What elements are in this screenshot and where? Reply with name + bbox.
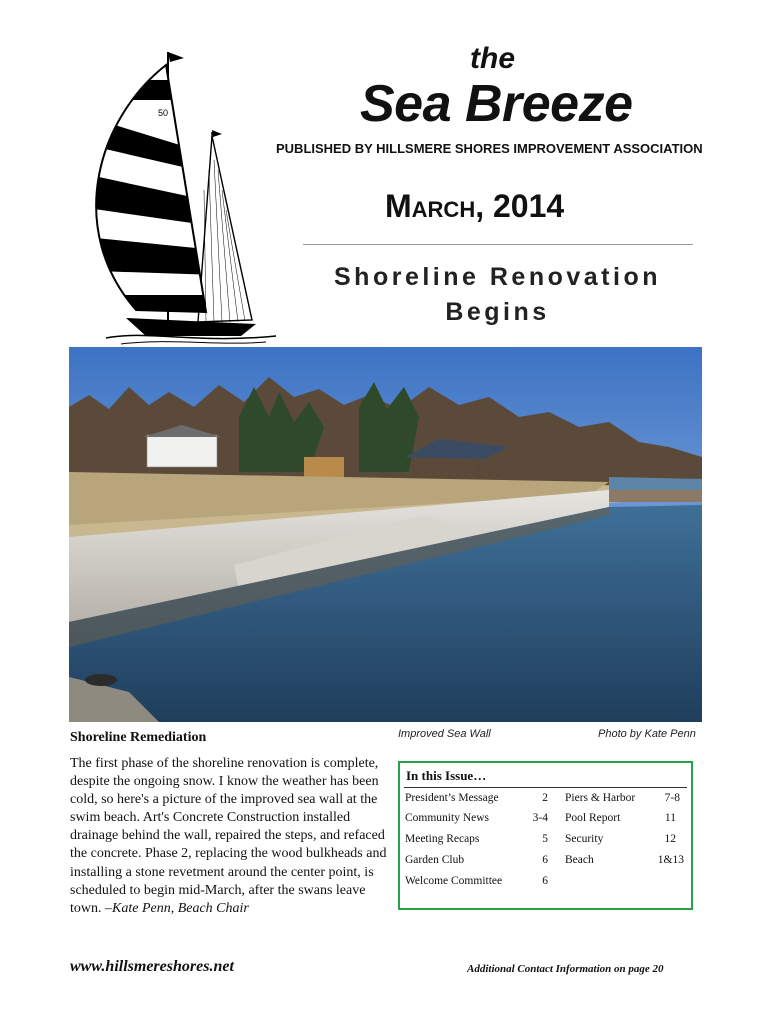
- website-link[interactable]: www.hillsmereshores.net: [70, 958, 234, 975]
- toc-item[interactable]: President’s Message: [405, 792, 499, 804]
- article-body: [70, 755, 388, 918]
- toc-item[interactable]: Pool Report: [565, 812, 621, 824]
- toc-divider: [404, 787, 687, 788]
- toc-page: 2: [542, 792, 548, 804]
- toc-page: 6: [542, 875, 548, 887]
- newsletter-title: Sea Breeze: [360, 75, 633, 133]
- photo-credit: Photo by Kate Penn: [598, 728, 696, 740]
- headline-line-1: Shoreline Renovation: [334, 263, 661, 291]
- toc-page: 6: [542, 854, 548, 866]
- masthead-the: the: [470, 42, 515, 75]
- toc-item[interactable]: Welcome Committee: [405, 875, 503, 887]
- article-signature: –Kate Penn, Beach Chair: [105, 900, 249, 916]
- toc-page: 3-4: [532, 812, 548, 824]
- toc-item[interactable]: Community News: [405, 812, 490, 824]
- toc-item[interactable]: Security: [565, 833, 604, 845]
- headline: [300, 260, 695, 330]
- toc-item[interactable]: Beach: [565, 854, 594, 866]
- in-this-issue-box: [398, 761, 693, 910]
- toc-item[interactable]: Meeting Recaps: [405, 833, 480, 845]
- sea-wall-photo: [69, 347, 702, 722]
- article-text: The first phase of the shoreline renovation is complete, despite the ongoing snow. I know the weather has been cold, so here's a picture of the improved sea wall at the swim beach. Art's Concrete Construction installed drainage behind the wall, repaired the steps, and refaced the concrete. Phase 2, replacing the wood bulkheads and installing a stone revetment around the center point, is scheduled to begin mid-March, after the swans leave town.: [70, 756, 387, 916]
- toc-item[interactable]: Piers & Harbor: [565, 792, 636, 804]
- issue-date: March, 2014: [385, 188, 565, 224]
- contact-note: Additional Contact Information on page 20: [467, 963, 664, 975]
- sailboat-logo: [66, 40, 281, 345]
- photo-caption: Improved Sea Wall: [398, 728, 491, 740]
- toc-page: 12: [664, 833, 676, 845]
- headline-line-2: Begins: [445, 298, 550, 326]
- toc-item[interactable]: Garden Club: [405, 854, 465, 866]
- toc-title: In this Issue…: [406, 768, 487, 783]
- masthead-divider: [303, 244, 693, 245]
- publisher-line: PUBLISHED BY HILLSMERE SHORES IMPROVEMENT ASSOCIATION: [276, 141, 703, 156]
- toc-page: 7-8: [664, 792, 680, 804]
- sail-number: 50: [158, 108, 169, 118]
- toc-page: 5: [542, 833, 548, 845]
- article-heading: Shoreline Remediation: [70, 730, 207, 745]
- toc-page: 1&13: [657, 854, 684, 866]
- toc-page: 11: [664, 812, 676, 824]
